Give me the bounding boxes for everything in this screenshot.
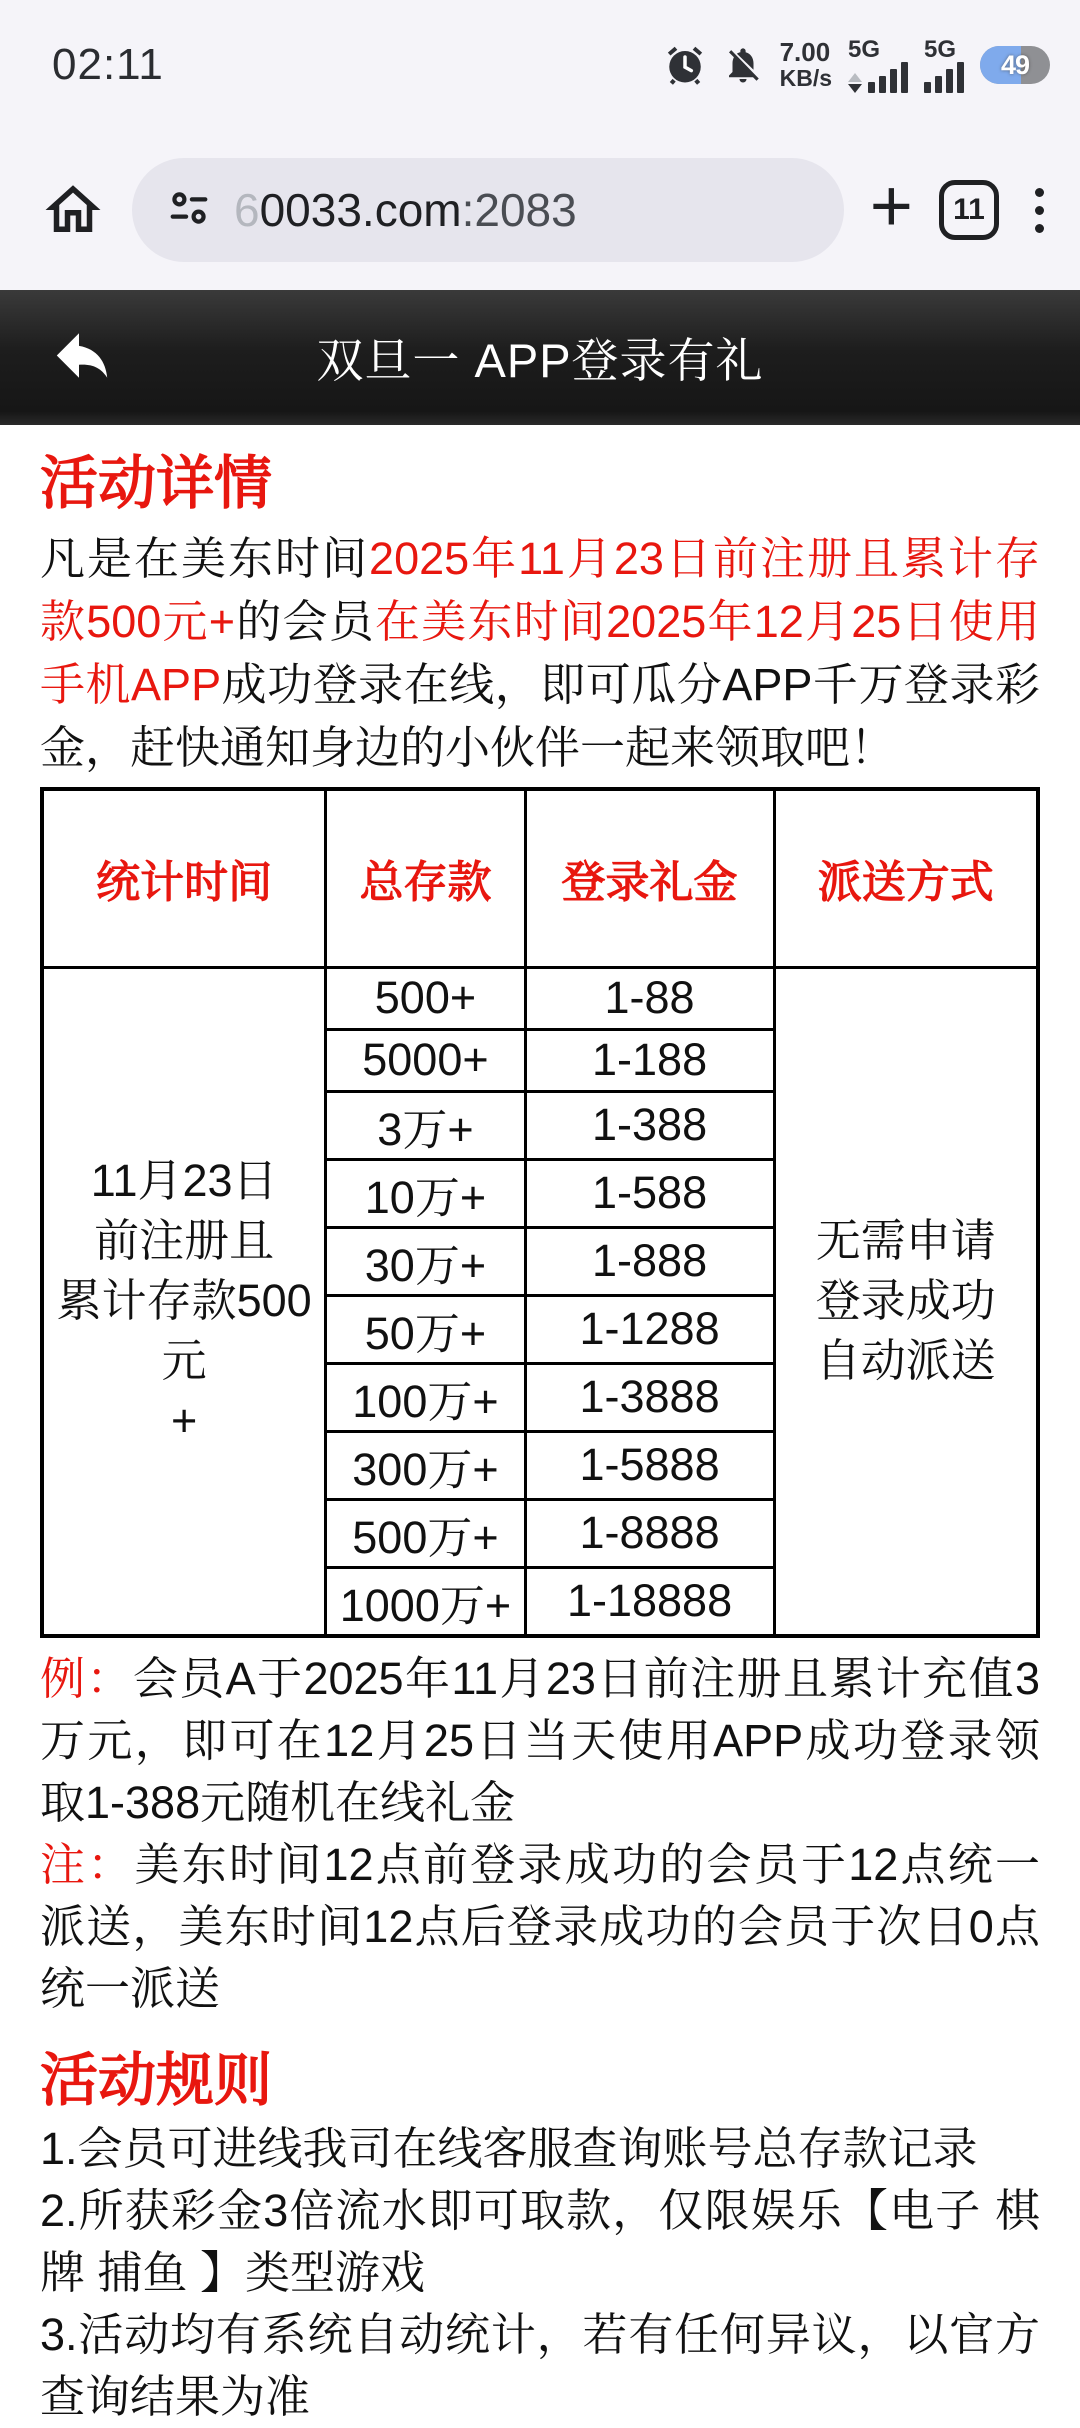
site-settings-icon[interactable] bbox=[166, 185, 212, 236]
bonus-cell: 1-88 bbox=[525, 967, 774, 1029]
bonus-cell: 1-888 bbox=[525, 1227, 774, 1295]
signal-sim2: 5G bbox=[924, 38, 964, 93]
rule-item: 2.所获彩金3倍流水即可取款，仅限娱乐【电子 棋牌 捕鱼 】类型游戏 bbox=[40, 2184, 1040, 2298]
example-paragraph: 例：会员A于2025年11月23日前注册且累计充值3万元，即可在12月25日当天使用APP成功登录领取1-388元随机在线礼金 bbox=[40, 1652, 1040, 1828]
url-text: 60033.com:2083 bbox=[234, 184, 577, 236]
signal-bars-icon bbox=[924, 62, 964, 93]
col-header-stat-time: 统计时间 bbox=[42, 789, 326, 967]
deposit-cell: 10万+ bbox=[326, 1159, 525, 1227]
deposit-cell: 50万+ bbox=[326, 1295, 525, 1363]
deposit-cell: 100万+ bbox=[326, 1363, 525, 1431]
signal-bars-icon bbox=[868, 62, 908, 93]
back-button[interactable] bbox=[46, 319, 118, 396]
battery-percent: 49 bbox=[1000, 49, 1030, 80]
bonus-cell: 1-588 bbox=[525, 1159, 774, 1227]
bonus-cell: 1-8888 bbox=[525, 1499, 774, 1567]
bonus-cell: 1-188 bbox=[525, 1029, 774, 1091]
browser-toolbar bbox=[0, 130, 1080, 290]
rules-heading: 活动规则 bbox=[40, 2047, 273, 2113]
deposit-cell: 1000万+ bbox=[326, 1567, 525, 1636]
network-speed: 7.00 KB/s bbox=[779, 37, 832, 91]
battery-icon bbox=[980, 46, 1050, 84]
table-row bbox=[42, 967, 1038, 1029]
col-header-login-bonus: 登录礼金 bbox=[525, 789, 774, 967]
rule-item: 1.会员可进线我司在线客服查询账号总存款记录 bbox=[40, 2122, 978, 2174]
delivery-cell: 无需申请 登录成功 自动派送 bbox=[774, 967, 1038, 1636]
page-title: 双旦一 APP登录有礼 bbox=[316, 334, 764, 387]
rule-item: 3.活动均有系统自动统计，若有任何异议，以官方查询结果为准 bbox=[40, 2308, 1040, 2422]
deposit-cell: 5000+ bbox=[326, 1029, 525, 1091]
bonus-cell: 1-1288 bbox=[525, 1295, 774, 1363]
deposit-cell: 500万+ bbox=[326, 1499, 525, 1567]
mute-bell-icon bbox=[722, 44, 764, 86]
table-header-row bbox=[42, 789, 1038, 967]
data-arrows-icon bbox=[848, 73, 862, 93]
new-tab-button[interactable]: + bbox=[869, 164, 913, 247]
bonus-cell: 1-388 bbox=[525, 1091, 774, 1159]
url-bar[interactable] bbox=[132, 158, 844, 262]
bonus-cell: 1-3888 bbox=[525, 1363, 774, 1431]
details-heading: 活动详情 bbox=[40, 451, 273, 516]
tab-count: 11 bbox=[953, 193, 985, 226]
bonus-cell: 1-18888 bbox=[525, 1567, 774, 1636]
stat-time-cell: 11月23日 前注册且 累计存款500元 + bbox=[42, 967, 326, 1636]
bonus-table bbox=[40, 787, 1040, 1638]
tab-switcher-button[interactable] bbox=[939, 180, 999, 240]
details-intro: 凡是在美东时间2025年11月23日前注册且累计存款500元+的会员在美东时间2025年12月25日使用手机APP成功登录在线，即可瓜分APP千万登录彩金，赶快通知身边的小伙伴一起来领取吧！ bbox=[40, 533, 1041, 773]
deposit-cell: 30万+ bbox=[326, 1227, 525, 1295]
alarm-icon bbox=[664, 44, 706, 86]
bonus-cell: 1-5888 bbox=[525, 1431, 774, 1499]
note-paragraph: 注：美东时间12点前登录成功的会员于12点统一派送，美东时间12点后登录成功的会员于次日0点统一派送 bbox=[40, 1838, 1040, 2014]
clock-time: 02:11 bbox=[52, 40, 164, 89]
signal-sim1: 5G bbox=[848, 38, 908, 93]
status-bar bbox=[0, 0, 1080, 130]
rules-list bbox=[40, 2118, 1040, 2428]
deposit-cell: 500+ bbox=[326, 967, 525, 1029]
overflow-menu-button[interactable] bbox=[1025, 188, 1054, 233]
promo-content bbox=[0, 453, 1080, 2428]
page-header bbox=[0, 290, 1080, 425]
deposit-cell: 300万+ bbox=[326, 1431, 525, 1499]
col-header-delivery: 派送方式 bbox=[774, 789, 1038, 967]
home-icon[interactable] bbox=[40, 177, 106, 243]
deposit-cell: 3万+ bbox=[326, 1091, 525, 1159]
col-header-total-deposit: 总存款 bbox=[326, 789, 525, 967]
